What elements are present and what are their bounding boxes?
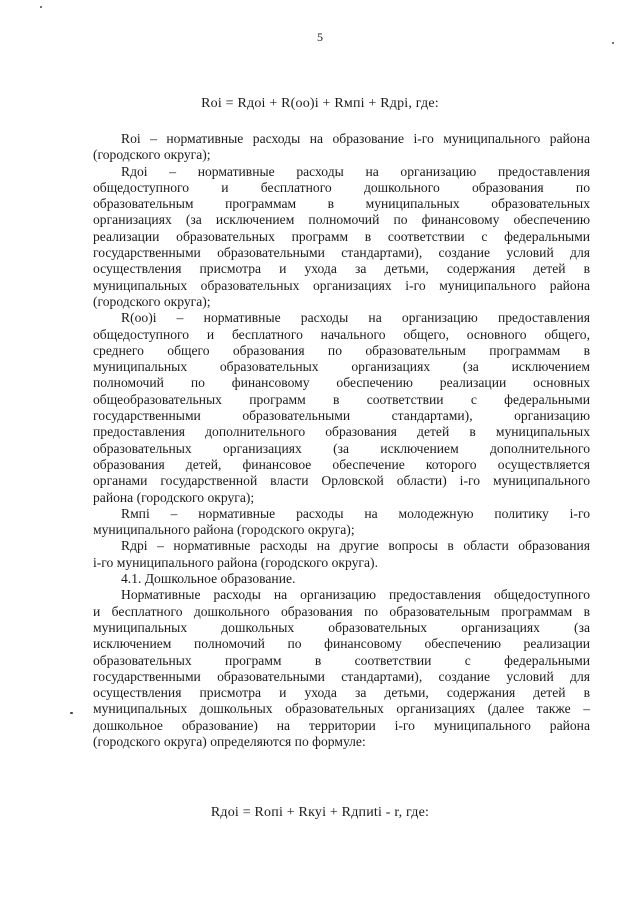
text-line: района (городского округа); — [93, 489, 255, 505]
text-line: государственными образовательными стандартами), создание условий для — [93, 668, 590, 684]
text-line: дошкольное образование) на территории i-го муниципального района — [93, 717, 590, 733]
formula-preschool-expenses: Rдoi = Rопi + Rкуi + Rдпиti - r, где: — [210, 805, 430, 820]
text-line: государственными образовательными стандартами), создание условий для — [93, 245, 590, 261]
paragraph — [93, 164, 590, 311]
text-line: i-го муниципального района (городского округа). — [93, 554, 378, 570]
text-line: муниципальных дошкольных образовательных организациях (далее также – — [93, 701, 590, 717]
text-line: общедоступного и бесплатного начального общего, основного общего, — [93, 326, 590, 342]
text-line: образовательным программам в муниципальных образовательных — [93, 196, 590, 212]
paragraph — [93, 310, 590, 506]
text-line: общеобразовательных программ в соответствии с федеральными — [93, 391, 590, 407]
text-line: образовательных организациях (за исключением дополнительного — [93, 440, 590, 456]
text-line: среднего общего образования по образовательным программам в — [93, 342, 590, 358]
paragraph — [93, 131, 590, 164]
text-line: 4.1. Дошкольное образование. — [121, 571, 296, 587]
text-line: органами государственной власти Орловской области) i-го муниципального — [93, 473, 590, 489]
text-line: организациях (за исключением полномочий по финансовому обеспечению — [93, 212, 590, 228]
text-line: осуществления присмотра и ухода за детьми, содержания детей в — [93, 685, 590, 701]
paragraph — [93, 571, 590, 587]
text-line: образования детей, финансовое обеспечение которого осуществляется — [93, 456, 590, 472]
text-line: муниципальных дошкольных образовательных организациях (за — [93, 619, 590, 635]
text-line: R(oo)i – нормативные расходы на организацию предоставления — [121, 310, 590, 326]
page-number: 5 — [317, 30, 323, 44]
paragraph — [93, 506, 590, 539]
text-line: осуществления присмотра и ухода за детьми, содержания детей в — [93, 261, 590, 277]
text-line: Нормативные расходы на организацию предоставления общедоступного — [121, 587, 590, 603]
text-line: муниципальных образовательных организациях i-го муниципального района — [93, 277, 590, 293]
formula-total-expenses: Roi = Rдoi + R(oo)i + Rмпi + Rдpi, где: — [201, 96, 439, 111]
paragraph — [93, 587, 590, 750]
text-line: (городского округа); — [93, 293, 211, 309]
text-line: предоставления дополнительного образования детей в муниципальных — [93, 424, 590, 440]
text-line: полномочий по финансовому обеспечению реализации основных — [93, 375, 590, 391]
text-line: государственными образовательными стандартами), организацию — [93, 408, 590, 424]
scan-speck — [40, 6, 42, 8]
scan-speck — [70, 712, 73, 714]
text-line: (городского округа); — [93, 147, 211, 163]
text-line: образовательных программ в соответствии с федеральными — [93, 652, 590, 668]
text-line: Rдoi – нормативные расходы на организацию предоставления — [121, 163, 590, 179]
text-line: Roi – нормативные расходы на образование i-го муниципального района — [121, 131, 590, 146]
document-body — [93, 131, 590, 750]
text-line: и бесплатного дошкольного образования по образовательным программам в — [93, 603, 590, 619]
paragraph — [93, 538, 590, 571]
text-line: общедоступного и бесплатного дошкольного образования по — [93, 179, 590, 195]
text-line: Rмпi – нормативные расходы на молодежную политику i-го — [121, 505, 590, 521]
text-line: (городского округа) определяются по формуле: — [93, 733, 366, 749]
text-line: муниципальных образовательных организациях (за исключением — [93, 359, 590, 375]
text-line: исключением полномочий по финансовому обеспечению реализации — [93, 636, 590, 652]
text-line: муниципального района (городского округа); — [93, 522, 355, 538]
text-line: Rдpi – нормативные расходы на другие вопросы в области образования — [121, 538, 590, 554]
text-line: реализации образовательных программ в соответствии с федеральными — [93, 228, 590, 244]
